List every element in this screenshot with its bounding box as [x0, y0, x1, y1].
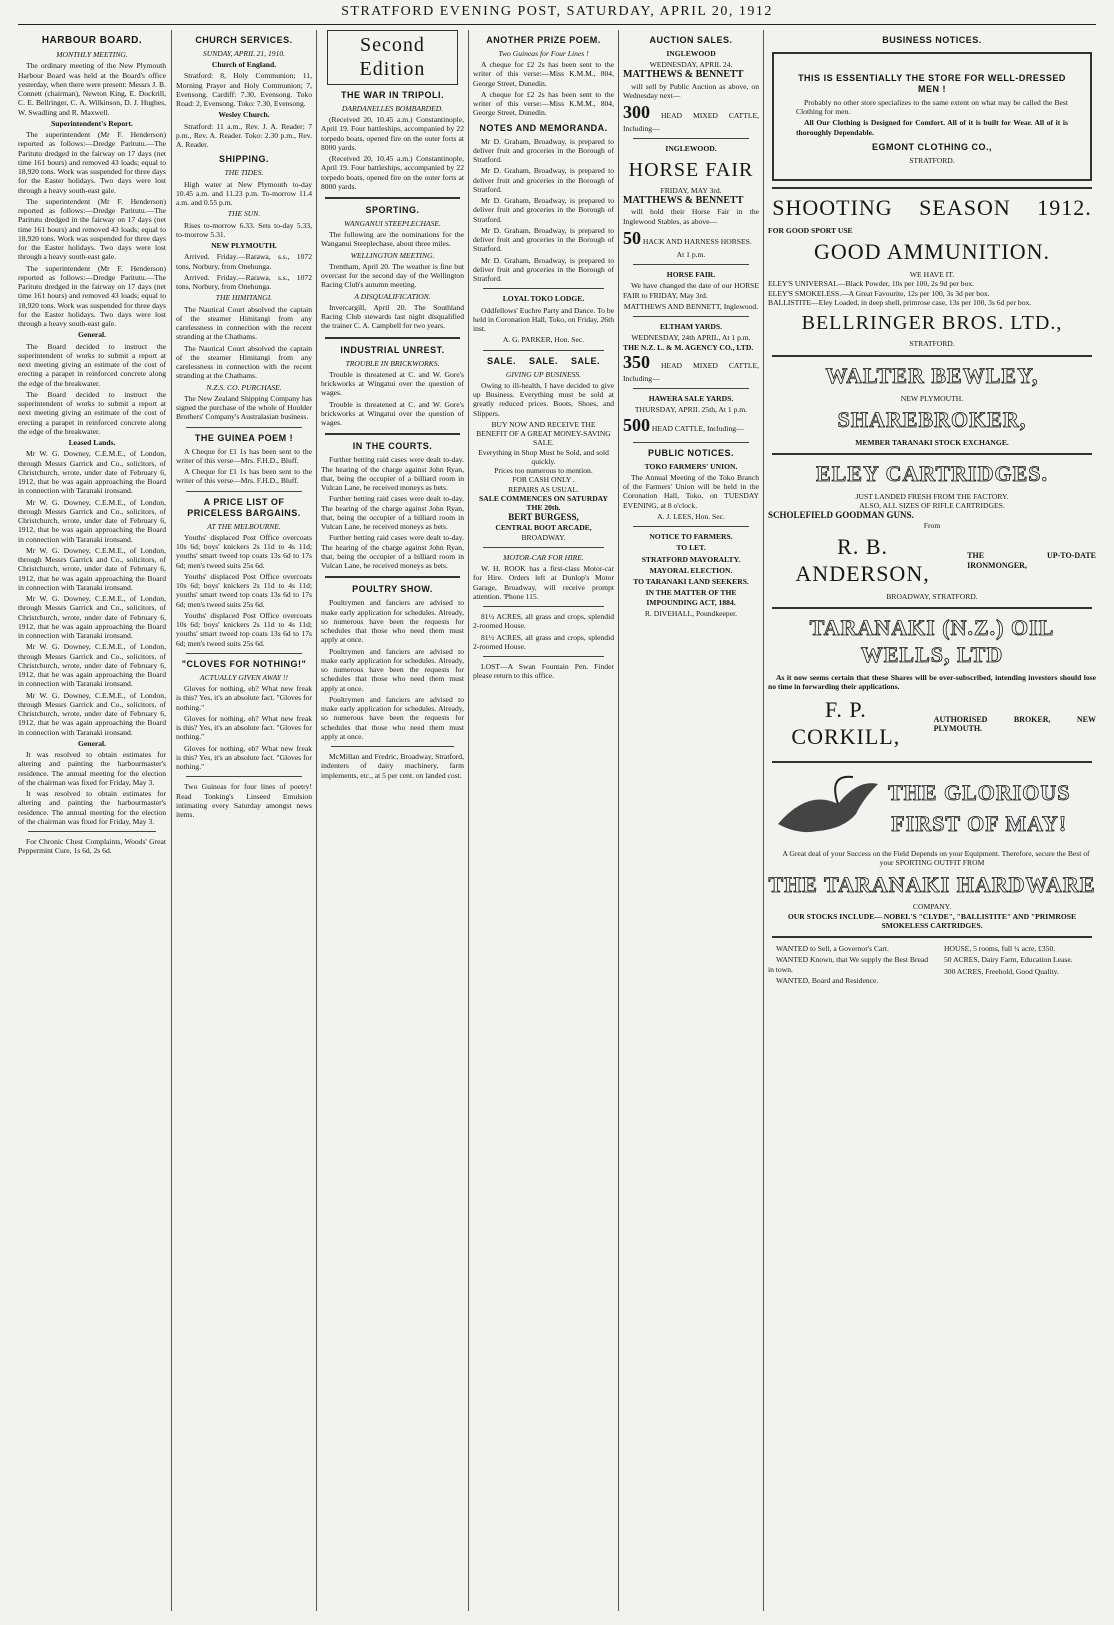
article-date: SUNDAY, APRIL 21, 1910. [202, 48, 286, 58]
sharebroker-title: SHAREBROKER, [837, 406, 1027, 432]
section-heading: NOTICE TO FARMERS. [649, 532, 733, 542]
price-line: ELEY'S UNIVERSAL—Black Powder, 10s per 100, 2s 9d per box. [768, 279, 975, 289]
article-text: LOST—A Swan Fountain Pen. Finder please return to this office. [473, 662, 614, 681]
column-rule [763, 30, 764, 1611]
section-heading: TROUBLE IN BRICKWORKS. [345, 358, 440, 368]
price-line: BALLISTITE—Eley Loaded, in deep shell, primrose case, 13s per 100, 3s 6d per box. [768, 297, 1032, 307]
ad-text: Probably no other store specializes to the same extent on what may be called the Best Clothing for men. [796, 97, 1068, 117]
article-text: Mr D. Graham, Broadway, is prepared to deliver fruit and groceries in the Borough of Stratford. [473, 166, 614, 194]
ad-firm: EGMONT CLOTHING CO., [872, 141, 992, 152]
article-text: High water at New Plymouth to-day 10.45 a.m. and 11.23 p.m. To-morrow 11.4 a.m. and 0.55 p.m. [176, 179, 312, 208]
article-text: A Cheque for £1 1s has been sent to the writer of this verse—Mrs. F.H.D., Bluff. [176, 446, 312, 465]
ad-line: Prices too numerous to mention. [494, 466, 593, 476]
corkill-ad [768, 693, 1096, 755]
walter-bewley-title: WALTER BEWLEY, [825, 362, 1039, 388]
ad-text: OUR STOCKS INCLUDE— NOBEL'S "CLYDE", "BALLISTITE" AND "PRIMROSE SMOKELESS CARTRIDGES. [787, 911, 1077, 930]
article-text: Trouble is threatened at C. and W. Gore's brickworks at Wingatui over the question of wages. [321, 369, 464, 398]
ad-text: As it now seems certain that these Shares will be over-subscribed, intending investors should lose no time in forwarding their applications. [768, 672, 1096, 692]
section-title: NOTES AND MEMORANDA. [479, 122, 608, 133]
article-text: Stratford: 11 a.m., Rev. J. A. Reader; 7 p.m., Rev. A. Reader. Toko: 2.30 p.m., Rev. A. Reader. [176, 121, 312, 150]
section-heading: ACTUALLY GIVEN AWAY !! [199, 672, 289, 682]
lot-description: HEAD MIXED CATTLE, Including— [623, 360, 759, 383]
article-text: Mr W. G. Downey, C.E.M.E., of London, through Messrs Garrick and Co., solicitors, of Christchurch, wrote, under date of February 6, 1912, that he was again approaching the Board in connection with Taranaki ironsand. [18, 497, 166, 544]
section-heading: General. [77, 738, 107, 748]
section-title: SHIPPING. [218, 154, 269, 165]
horse-fair-title: HORSE FAIR [628, 158, 754, 181]
article-text: Further betting raid cases were dealt to-day. The hearing of the charge against John Ryan, that, being the occupier of a billiard room in Vulcan Lane, he received moneys as bets. [321, 533, 464, 571]
section-heading: NEW PLYMOUTH. [211, 241, 277, 251]
article-text: Rises to-morrow 6.33. Sets to-day 5.33, to-morrow 5.31. [176, 220, 312, 239]
firm-name: MATTHEWS & BENNETT [623, 195, 744, 207]
column-rule [468, 30, 469, 1611]
section-heading: INGLEWOOD [666, 48, 716, 58]
masthead-rule [18, 24, 1096, 25]
article-text: The superintendent (Mr F. Henderson) reported as follows:—Dredge Paritutu.—The Paritutu dredged in the fairway on 17 days (net time 161 hours) and removed 43 loads; equal to 18,920 tons. Work was suspended for three days for the Easter holidays. Two days were lost through a heavy south-east gale. [18, 263, 166, 329]
article-text: Further betting raid cases were dealt to-day. The hearing of the charge against John Ryan, that, being the occupier of a billiard room in Vulcan Lane, he received moneys as bets. [321, 494, 464, 532]
corkill-title: F. P. CORKILL, [791, 697, 901, 750]
article-text: Arrived. Friday.—Rarawa, s.s., 1072 tons, Norbury, from Onehunga. [176, 252, 312, 271]
eley-cartridges-title: ELEY CARTRIDGES. [815, 460, 1048, 486]
article-text: The Nautical Court absolved the captain of the steamer Himitangi from any carelessness in connection with the recent stranding at the Chathams. [176, 304, 312, 342]
article-text: The Board decided to instruct the superintendent of works to submit a report at next meeting giving an estimate of the cost of erecting a parapet in reinforced concrete along the edge of the breakwater. [18, 341, 166, 388]
column-second-edition [321, 30, 464, 1611]
masthead: STRATFORD EVENING POST, SATURDAY, APRIL 20, 1912 [341, 4, 773, 19]
section-heading: WANGANUI STEEPLECHASE. [344, 218, 441, 228]
lot-description: HACK AND HARNESS HORSES. [642, 236, 752, 246]
section-heading: Superintendent's Report. [51, 118, 133, 128]
ad-town: BROADWAY, STRATFORD. [886, 592, 978, 602]
column-prize-poem [473, 30, 614, 1611]
section-heading: Two Guineas for Four Lines ! [498, 48, 589, 58]
section-heading: HORSE FAIR. [666, 270, 716, 280]
classified-ad: WANTED to Sell, a Governor's Cart. [776, 944, 889, 954]
section-heading: N.Z.S. CO. PURCHASE. [206, 382, 282, 392]
article-text: Mr D. Graham, Broadway, is prepared to deliver fruit and groceries in the Borough of Stratford. [473, 196, 614, 224]
classified-ad: 300 ACRES, Freehold, Good Quality. [944, 966, 1059, 976]
signature: MATTHEWS AND BENNETT, Inglewood. [623, 301, 759, 311]
article-text: 81½ ACRES, all grass and crops, splendid 2-roomed House. [473, 612, 614, 631]
ad-town: NEW PLYMOUTH. [900, 393, 964, 403]
bird-icon [768, 769, 888, 849]
section-heading: HAWERA SALE YARDS. [648, 394, 734, 404]
section-title: AUCTION SALES. [649, 35, 733, 45]
ad-town: STRATFORD. [909, 155, 955, 165]
section-heading: LOYAL TOKO LODGE. [502, 294, 585, 304]
ad-line: BROADWAY. [521, 532, 566, 542]
sale-date: THURSDAY, APRIL 25th, At 1 p.m. [634, 405, 748, 415]
article-text: Stratford: 8, Holy Communion; 11, Morning Prayer and Holy Communion; 7, Evensong. Cardiff: 7.30, Evensong. Toko Road: 2, Evensong. Toko: 7.30, Evensong. [176, 71, 312, 109]
section-heading: MOTOR-CAR FOR HIRE. [503, 552, 584, 562]
section-heading: DARDANELLES BOMBARDED. [341, 103, 444, 113]
ad-line: SCHOLEFIELD GOODMAN GUNS. [768, 510, 914, 521]
first-of-may-title: FIRST OF MAY! [891, 811, 1068, 837]
classified-ad: WANTED, Board and Residence. [776, 975, 879, 985]
edition-title: Second Edition [359, 34, 426, 81]
section-heading: THE HIMITANGI. [215, 293, 273, 303]
section-heading: IN THE MATTER OF THE IMPOUNDING ACT, 1884. [645, 588, 737, 607]
good-ammunition-title: GOOD AMMUNITION. [814, 239, 1050, 265]
classified-ad: WANTED Known, that We supply the Best Bread in town. [768, 955, 928, 974]
ad-text: A Great deal of your Success on the Field Depends on your Equipment. Therefore, secure the Best of your SPORTING OUTFIT FROM [782, 849, 1090, 868]
section-title: THE GUINEA POEM ! [194, 432, 294, 443]
sale-date: WEDNESDAY, APRIL 24. [649, 60, 733, 70]
section-heading: GIVING UP BUSINESS. [505, 369, 582, 379]
section-title: POULTRY SHOW. [352, 584, 433, 595]
ad-line: Everything in Shop Must be Sold, and sold quickly. [478, 447, 609, 466]
section-heading: ELTHAM YARDS. [659, 322, 723, 332]
section-heading: TO TARANAKI LAND SEEKERS. [633, 577, 749, 587]
article-text: Gloves for nothing, eh? What new freak is this? Yes, it's an absolute fact. "Gloves for nothing." [176, 684, 312, 712]
section-heading: STRATFORD MAYORALTY. [641, 554, 741, 564]
article-text: McMillan and Fredric, Broadway, Stratford, indenters of dairy machinery, farm implements, etc., at 5 per cent. on landed cost. [321, 752, 464, 780]
article-text: The Nautical Court absolved the captain of the steamer Himitangi from any carelessness in connection with the recent stranding at the Chathams. [176, 343, 312, 381]
article-text: Youths' displaced Post Office overcoats 10s 6d; boys' knickers 2s 11d to 4s 11d; youths' smart tweed top coats 13s 6d to 17s 6d; men's tweed suits 25s 6d. [176, 532, 312, 570]
article-text: Gloves for nothing, eh? What new freak is this? Yes, it's an absolute fact. "Gloves for nothing." [176, 743, 312, 772]
article-text: will sell by Public Auction as above, on Wednesday next— [623, 81, 759, 100]
sale-time: At 1 p.m. [676, 249, 706, 259]
article-subtitle: MONTHLY MEETING. [56, 50, 128, 60]
article-text: Poultrymen and fanciers are advised to make early application for schedules. Already, so numerous have been the requests for schedules that those who need them must apply at once. [321, 694, 464, 741]
lot-count: 350 [623, 351, 650, 372]
article-text: Mr D. Graham, Broadway, is prepared to deliver fruit and groceries in the Borough of Stratford. [473, 225, 614, 254]
ad-text: All Our Clothing is Designed for Comfort. All of it is built for Wear. All of it is thoroughly Dependable. [796, 118, 1068, 137]
article-text: The following are the nominations for the Wanganui Steeplechase, about three miles. [321, 230, 464, 249]
ad-line: SALE COMMENCES ON SATURDAY THE 20th. [479, 493, 608, 513]
lot-count: 500 [623, 414, 650, 435]
article-text: We have changed the date of our HORSE FAIR to FRIDAY, May 3rd. [623, 281, 759, 300]
section-heading: THE SUN. [227, 209, 261, 219]
sale-date: WEDNESDAY, 24th APRIL, At 1 p.m. [631, 333, 751, 343]
article-text: Mr D. Graham, Broadway, is prepared to deliver fruit and groceries in the Borough of Stratford. [473, 136, 614, 165]
article-text: Gloves for nothing, eh? What new freak is this? Yes, it's an absolute fact. "Gloves for nothing." [176, 713, 312, 742]
ad-line: ALSO, ALL SIZES OF RIFLE CARTRIDGES. [859, 500, 1005, 510]
lot-description: HEAD MIXED CATTLE, Including— [623, 111, 759, 134]
article-text: The New Zealand Shipping Company has signed the purchase of the whole of Houlder Brothers' Company's Australasian business. [176, 393, 312, 422]
ad-line: FOR CASH ONLY . [512, 475, 575, 485]
sale-banner: SALE. SALE. SALE. [486, 355, 600, 366]
section-title: THE WAR IN TRIPOLI. [341, 89, 444, 100]
article-text: The Board decided to instruct the superintendent of works to submit a report at next meeting giving an estimate of the cost of erecting a parapet in reinforced concrete along the edge of the breakwater. [18, 389, 166, 436]
column-business-notices [768, 30, 1096, 1611]
clothing-ad [772, 52, 1092, 181]
shooting-season-title: SHOOTING SEASON 1912. [772, 195, 1092, 221]
classified-ad: 50 ACRES, Dairy Farm, Education Lease. [944, 955, 1073, 965]
column-church-services [176, 30, 312, 1611]
section-heading: WELLINGTON MEETING. [350, 250, 435, 260]
column-rule [316, 30, 317, 1611]
section-heading: MAYORAL ELECTION. [649, 565, 733, 575]
lot-count: 50 [623, 227, 641, 248]
article-text: Mr W. G. Downey, C.E.M.E., of London, through Messrs Garrick and Co., solicitors, of Christchurch, wrote, under date of February 6, 1912, that he was again approaching the Board in connection with Taranaki ironsand. [18, 642, 166, 689]
ad-line: MEMBER TARANAKI STOCK EXCHANGE. [855, 437, 1009, 447]
price-line: ELEY'S SMOKELESS.—A Great Favourite, 12s per 100, 3s 3d per box. [768, 288, 990, 298]
article-text: 81½ ACRES, all grass and crops, splendid 2-roomed House. [473, 632, 614, 651]
article-text: will hold their Horse Fair in the Inglewood Stables, as above— [623, 207, 759, 226]
bellringer-title: BELLRINGER BROS. LTD., [801, 312, 1063, 335]
article-text: Trouble is threatened at C. and W. Gore's brickworks at Wingatui over the question of wages. [321, 399, 464, 428]
second-edition-box [327, 30, 458, 85]
section-title: A PRICE LIST OF PRICELESS BARGAINS. [187, 496, 301, 518]
article-text: Mr W. G. Downey, C.E.M.E., of London, through Messrs Garrick and Co., solicitors, of Christchurch, wrote, under date of February 6, 1912, that he was again approaching the Board in connection with Taranaki ironsand. [18, 690, 166, 737]
article-text: W. H. ROOK has a first-class Motor-car for Hire. Orders left at Dunlop's Motor Garage, Broadway, will receive prompt attention. 'Phone 115. [473, 564, 614, 601]
section-heading: TOKO FARMERS' UNION. [644, 461, 738, 471]
classified-ad: HOUSE, 5 rooms, full ¼ acre, £350. [944, 944, 1056, 954]
section-heading: Leased Lands. [68, 438, 116, 448]
ad-line: REPAIRS AS USUAL. [508, 484, 579, 494]
ad-line: BENEFIT OF A GREAT MONEY-SAVING SALE. [476, 429, 611, 448]
corkill-tagline: AUTHORISED BROKER, NEW PLYMOUTH. [933, 714, 1096, 734]
section-title: "CLOVES FOR NOTHING!" [181, 658, 307, 669]
section-heading: INGLEWOOD. [665, 144, 717, 154]
article-text: It was resolved to obtain estimates for altering and painting the harbourmaster's residence. The annual meeting for the election of the chairman was fixed for Friday, May 3. [18, 750, 166, 787]
section-title: IN THE COURTS. [352, 441, 433, 452]
section-title: ANOTHER PRIZE POEM. [486, 35, 601, 45]
article-text: Mr D. Graham, Broadway, is prepared to deliver fruit and groceries in the Borough of Stratford. [473, 255, 614, 284]
article-text: Trentham, April 20. The weather is fine but overcast for the second day of the Wellington Racing Club's autumn meeting. [321, 261, 464, 290]
anderson-ad [768, 530, 1096, 592]
article-text: The ordinary meeting of the New Plymouth Harbour Board was held at the Board's office yesterday, when there were present: Messrs J. B. Connett (chairman), Newton King, E. Dockrill, C. E. Bellringer, C. A. Wilkinson, D. J. Hughes, W. Swadling and R. Maxwell. [18, 61, 166, 117]
signature: A. G. PARKER, Hon. Sec. [502, 335, 585, 345]
section-title: INDUSTRIAL UNREST. [340, 344, 445, 355]
signature: R. DIVEHALL, Poundkeeper. [644, 608, 738, 618]
classified-ads [768, 944, 1096, 987]
article-text: (Received 20, 10.45 a.m.) Constantinople, April 19. Four battleships, accompanied by 22 torpedo boats, opened fire on the outer forts at 8000 yards. [321, 154, 464, 191]
ad-headline: THIS IS ESSENTIALLY THE STORE FOR WELL-DRESSED MEN ! [798, 72, 1066, 94]
taranaki-hardware-title: THE TARANAKI HARDWARE [768, 871, 1096, 897]
article-text: Mr W. G. Downey, C.E.M.E., of London, through Messrs Garrick and Co., solicitors, of Christchurch, wrote, under date of February 6, 1912, that he was again approaching the Board in connection with Taranaki ironsand. [18, 594, 166, 641]
signature: A. J. LEES, Hon. Sec. [657, 511, 725, 521]
ad-line: BERT BURGESS, [508, 512, 579, 523]
section-heading: A DISQUALIFICATION. [354, 291, 431, 301]
article-text: Arrived. Friday.—Rarawa, s.s., 1072 tons, Norbury, from Onehunga. [176, 272, 312, 292]
section-heading: TO LET. [676, 543, 706, 553]
article-text: For Chronic Chest Complaints, Woods' Great Peppermint Cure, 1s 6d, 2s 6d. [18, 837, 166, 856]
section-title: PUBLIC NOTICES. [647, 447, 734, 458]
anderson-title: R. B. ANDERSON, [795, 534, 930, 587]
sale-date: FRIDAY, MAY 3rd. [660, 186, 722, 195]
taranaki-oil-title: TARANAKI (N.Z.) OIL WELLS, LTD [809, 615, 1055, 668]
article-title: CHURCH SERVICES. [195, 35, 293, 45]
firm-name: THE N.Z. L. & M. AGENCY CO., LTD. [623, 342, 754, 352]
article-text: A Cheque for £1 1s has been sent to the writer of this verse—Mrs. F.H.D., Bluff. [176, 467, 312, 486]
article-text: Youths' displaced Post Office overcoats 10s 6d; boys' knickers 2s 11d to 4s 11d; youths' smart tweed top coats 13s 6d to 17s 6d; men's tweed suits 25s 6d. [176, 571, 312, 609]
column-rule [618, 30, 619, 1611]
article-text: It was resolved to obtain estimates for altering and painting the harbourmaster's residence. The annual meeting for the election of the chairman was fixed for Friday, May 3. [18, 789, 166, 826]
glorious-first-ad [768, 769, 1096, 849]
section-heading: AT THE MELBOURNE. [207, 521, 281, 531]
column-harbour-board [18, 30, 166, 1611]
firm-name: MATTHEWS & BENNETT [623, 69, 744, 81]
article-text: Mr W. G. Downey, C.E.M.E., of London, through Messrs Garrick and Co., solicitors, of Christchurch, wrote, under date of February 6, 1912, that he was again approaching the Board in connection with Taranaki ironsand. [18, 449, 166, 496]
ad-line: FOR GOOD SPORT USE [768, 225, 853, 235]
article-text: Further betting raid cases were dealt to-day. The hearing of the charge against John Ryan, that, being the occupier of a billiard room in Vulcan Lane, he received moneys as bets. [321, 455, 464, 493]
lot-description: HEAD CATTLE, Including— [651, 423, 744, 433]
glorious-title: THE GLORIOUS [888, 780, 1071, 806]
ad-town: COMPANY. [912, 902, 952, 912]
article-text: A cheque for £2 2s has been sent to the writer of this verse:—Miss K.M.M., 804, George Street, Dunedin. [473, 89, 614, 118]
ad-line: CENTRAL BOOT ARCADE, [495, 523, 592, 533]
article-text: Poultrymen and fanciers are advised to make early application for schedules. Already, so numerous have been the requests for schedules that those who need them must apply at once. [321, 598, 464, 645]
article-title: HARBOUR BOARD. [41, 35, 143, 46]
anderson-tagline: THE UP-TO-DATE IRONMONGER, [967, 551, 1096, 571]
article-text: (Received 20, 10.45 a.m.) Constantinople, April 19. Four battleships, accompanied by 22 torpedo boats, opened fire on the outer forts at 8000 yards. [321, 115, 464, 152]
column-rule [171, 30, 172, 1611]
article-text: Youths' displaced Post Office overcoats 10s 6d; boys' knickers 2s 11d to 4s 11d; youths' smart tweed top coats 13s 6d to 17s 6d; men's tweed suits 25s 6d. [176, 610, 312, 648]
column-auction-sales [623, 30, 759, 1611]
ad-line: From [923, 521, 941, 531]
article-text: Oddfellows' Euchre Party and Dance. To be held in Coronation Hall, Toko, on Friday, 26th inst. [473, 305, 614, 334]
article-text: Two Guineas for four lines of poetry! Read Tonking's Linseed Emulsion intimating every Saturday amongst news items. [176, 782, 312, 820]
section-heading: THE TIDES. [224, 168, 264, 178]
article-text: A cheque for £2 2s has been sent to the writer of this verse:—Miss K.M.M., 804, George Street, Dunedin. [473, 60, 614, 88]
ad-town: STRATFORD. [909, 339, 955, 349]
section-heading: General. [77, 330, 107, 340]
article-text: Invercargill, April 20. The Southland Racing Club stewards last night disqualified the trainer C. A. Campbell for two years. [321, 302, 464, 331]
ad-line: JUST LANDED FRESH FROM THE FACTORY. [855, 491, 1009, 501]
article-text: Poultrymen and fanciers are advised to make early application for schedules. Already, so numerous have been the requests for schedules that those who need them must apply at once. [321, 646, 464, 693]
article-text: Mr W. G. Downey, C.E.M.E., of London, through Messrs Garrick and Co., solicitors, of Christchurch, wrote, under date of February 6, 1912, that he was again approaching the Board in connection with Taranaki ironsand. [18, 545, 166, 592]
ad-line: BUY NOW AND RECEIVE THE [491, 419, 596, 429]
article-text: Owing to ill-health, I have decided to give up Business. Everything must be sold at greatly reduced prices. Boots, Shoes, and Slippers. [473, 380, 614, 418]
article-text: The superintendent (Mr F. Henderson) reported as follows:—Dredge Paritutu.—The Paritutu dredged in the fairway on 17 days (net time 161 hours) and removed 43 loads; equal to 18,920 tons. Work was suspended for three days for the Easter holidays. Two days were lost through a heavy south-east gale. [18, 196, 166, 262]
section-heading: Church of England. [211, 60, 277, 70]
ad-line: WE HAVE IT. [909, 270, 955, 280]
section-heading: Wesley Church. [218, 110, 270, 120]
section-title: SPORTING. [365, 205, 420, 215]
article-text: The Annual Meeting of the Toko Branch of the Farmers' Union will be held in the Coronation Hall, Toko, on TUESDAY EVENING, at 8 o'clock. [623, 472, 759, 510]
section-title: BUSINESS NOTICES. [882, 35, 982, 45]
article-text: The superintendent (Mr F. Henderson) reported as follows:—Dredge Paritutu.—The Paritutu dredged in the fairway on 17 days (net time 161 hours) and removed 43 loads; equal to 18,920 tons. Work was suspended for three days for the Easter holidays. Two days were lost through a heavy south-east gale. [18, 130, 166, 195]
lot-count: 300 [623, 102, 650, 123]
